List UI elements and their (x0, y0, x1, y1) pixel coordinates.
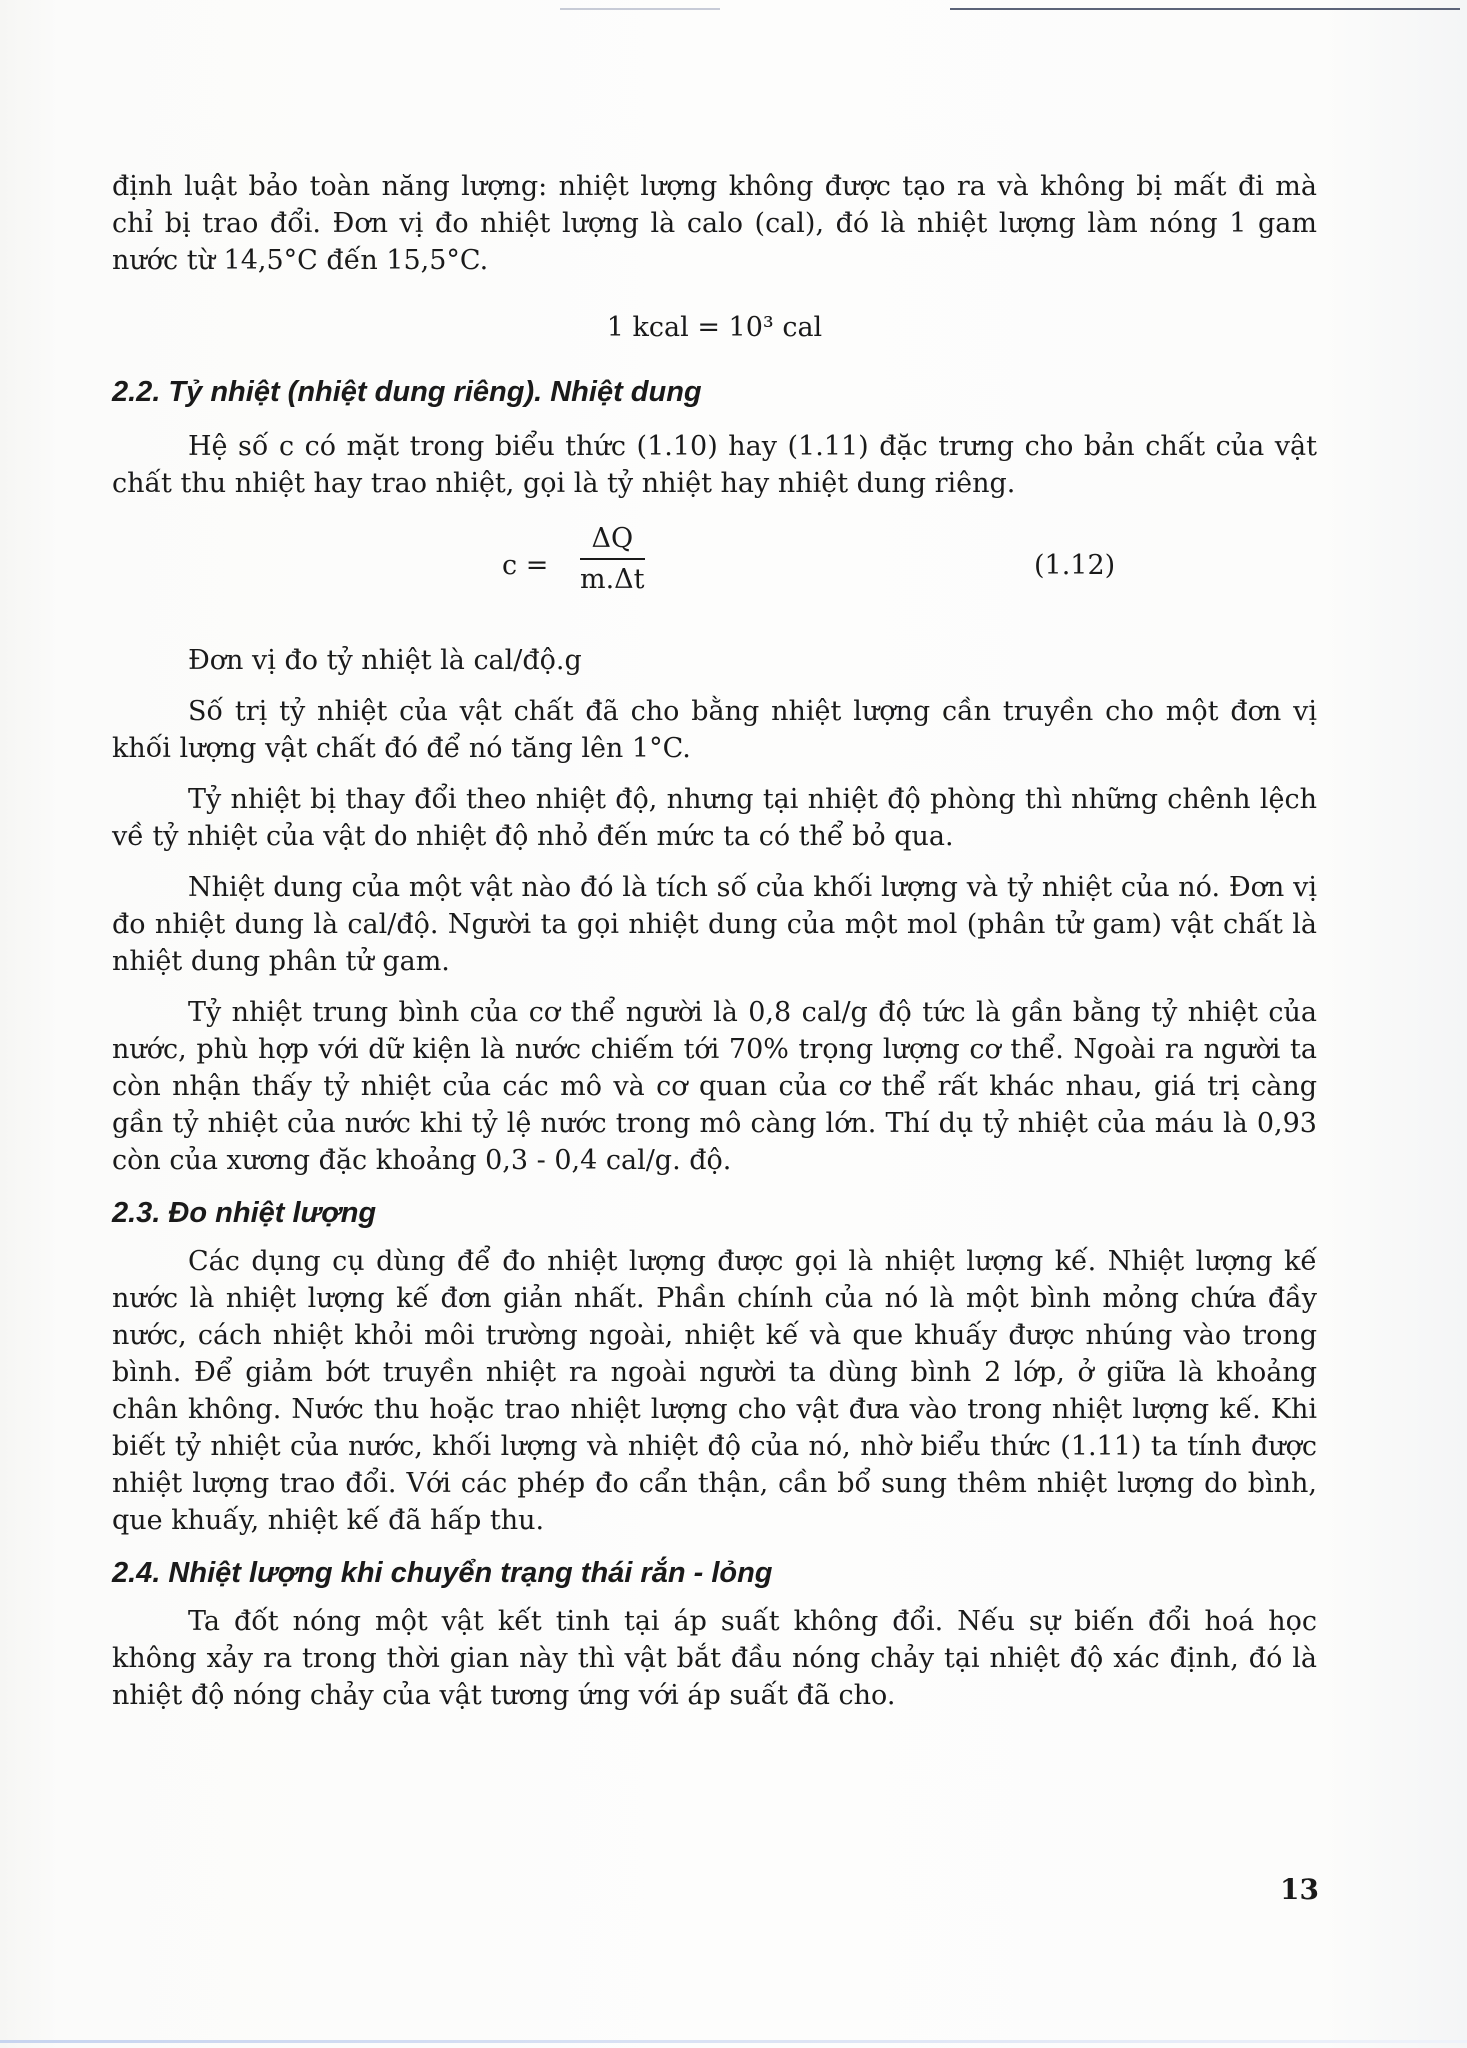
formula-denominator: m.Δt (580, 564, 645, 595)
formula-lhs: c = (502, 550, 549, 581)
paragraph: Nhiệt dung của một vật nào đó là tích số của khối lượng và tỷ nhiệt của nó. Đơn vị đo nhiệt dung là cal/độ. Người ta gọi nhiệt dung của một mol (phân tử gam) vật chất là nhiệt dung phân tử gam. (112, 872, 1317, 977)
section-heading-2-3: 2.3. Đo nhiệt lượng (112, 1197, 377, 1229)
formula-numerator: ΔQ (580, 520, 645, 560)
intro-paragraph: định luật bảo toàn năng lượng: nhiệt lượng không được tạo ra và không bị mất đi mà chỉ bị trao đổi. Đơn vị đo nhiệt lượng là calo (cal), đó là nhiệt lượng làm nóng 1 gam nước từ 14,5°C đến 15,5°C. (112, 171, 1317, 276)
paragraph: Đơn vị đo tỷ nhiệt là cal/độ.g (188, 645, 582, 676)
scan-top-edge (950, 8, 1460, 10)
paragraph: Tỷ nhiệt bị thay đổi theo nhiệt độ, nhưng tại nhiệt độ phòng thì những chênh lệch về tỷ nhiệt của vật do nhiệt độ nhỏ đến mức ta có thể bỏ qua. (112, 784, 1317, 852)
paragraph: Tỷ nhiệt trung bình của cơ thể người là 0,8 cal/g độ tức là gần bằng tỷ nhiệt của nước, phù hợp với dữ kiện là nước chiếm tới 70% trọng lượng cơ thể. Ngoài ra người ta còn nhận thấy tỷ nhiệt của các mô và cơ quan của cơ thể rất khác nhau, giá trị càng gần tỷ nhiệt của nước khi tỷ lệ nước trong mô càng lớn. Thí dụ tỷ nhiệt của máu là 0,93 còn của xương đặc khoảng 0,3 - 0,4 cal/g. độ. (112, 997, 1317, 1176)
section-heading-2-4: 2.4. Nhiệt lượng khi chuyển trạng thái rắn - lỏng (112, 1557, 773, 1589)
equation-number: (1.12) (1034, 550, 1116, 581)
scan-bottom-edge (0, 2040, 1467, 2043)
section-heading-2-2: 2.2. Tỷ nhiệt (nhiệt dung riêng). Nhiệt dung (112, 376, 702, 408)
page-content (112, 168, 1317, 1714)
paragraph: Hệ số c có mặt trong biểu thức (1.10) hay (1.11) đặc trưng cho bản chất của vật chất thu nhiệt hay trao nhiệt, gọi là tỷ nhiệt hay nhiệt dung riêng. (112, 431, 1317, 499)
page-number: 13 (1280, 1873, 1319, 1906)
paragraph: Các dụng cụ dùng để đo nhiệt lượng được gọi là nhiệt lượng kế. Nhiệt lượng kế nước là nhiệt lượng kế đơn giản nhất. Phần chính của nó là một bình mỏng chứa đầy nước, cách nhiệt khỏi môi trường ngoài, nhiệt kế và que khuấy được nhúng vào trong bình. Để giảm bớt truyền nhiệt ra ngoài người ta dùng bình 2 lớp, ở giữa là khoảng chân không. Nước thu hoặc trao nhiệt lượng cho vật đưa vào trong nhiệt lượng kế. Khi biết tỷ nhiệt của nước, khối lượng và nhiệt độ của nó, nhờ biểu thức (1.11) ta tính được nhiệt lượng trao đổi. Với các phép đo cẩn thận, cần bổ sung thêm nhiệt lượng do bình, que khuấy, nhiệt kế đã hấp thu. (112, 1246, 1317, 1536)
paragraph: Số trị tỷ nhiệt của vật chất đã cho bằng nhiệt lượng cần truyền cho một đơn vị khối lượng vật chất đó để nó tăng lên 1°C. (112, 696, 1317, 764)
scan-top-line (560, 8, 720, 10)
kcal-formula: 1 kcal = 10³ cal (606, 312, 823, 343)
formula-fraction (580, 520, 645, 600)
specific-heat-formula (112, 520, 1317, 620)
paragraph: Ta đốt nóng một vật kết tinh tại áp suất không đổi. Nếu sự biến đổi hoá học không xảy ra trong thời gian này thì vật bắt đầu nóng chảy tại nhiệt độ xác định, đó là nhiệt độ nóng chảy của vật tương ứng với áp suất đã cho. (112, 1606, 1317, 1711)
